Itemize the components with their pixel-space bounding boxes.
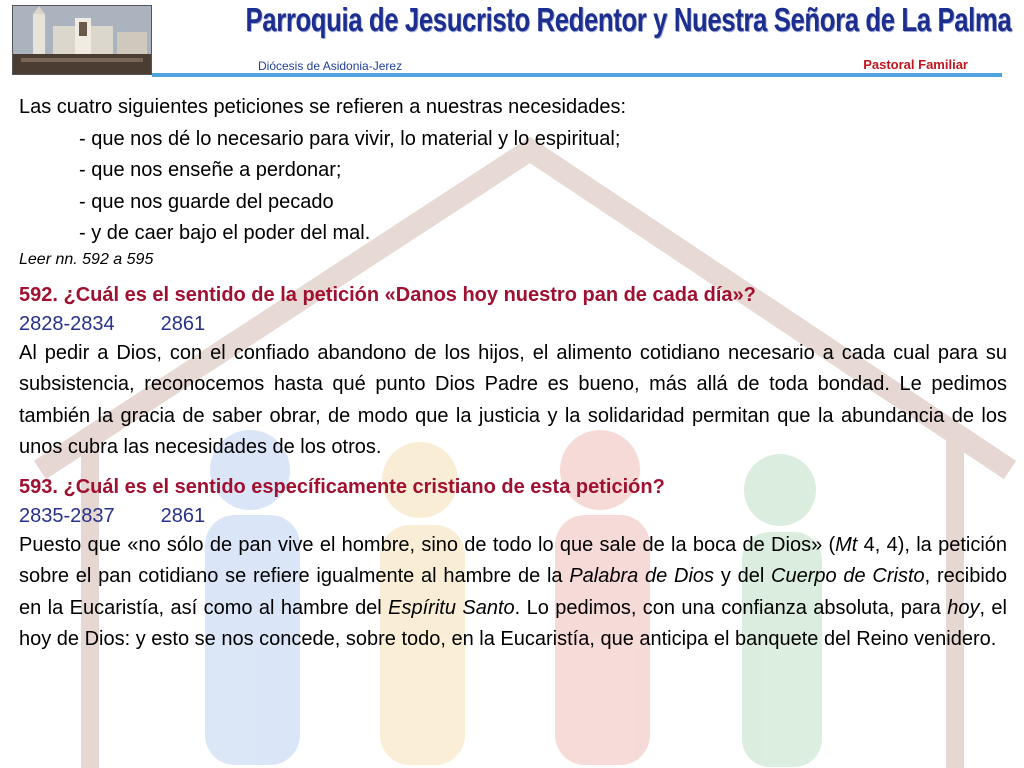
content (19, 92, 1007, 656)
header-divider (152, 73, 1002, 77)
intro-item: - que nos guarde del pecado (79, 190, 334, 213)
intro-item: - que nos dé lo necesario para vivir, lo material y lo espiritual; (79, 127, 621, 150)
reference: 2861 (160, 312, 206, 335)
question-593: 593. ¿Cuál es el sentido específicamente cristiano de esta petición? (19, 475, 665, 498)
answer-593: Puesto que «no sólo de pan vive el hombre, sino de todo lo que sale de la boca de Dios» (Mt 4, 4), la petición sobre el pan cotidiano se refiere igualmente al hambre de la Palabra de Dios y del Cuerpo de Cristo, recibido en la Eucaristía, así como al hambre del Espíritu Santo. Lo pedimos, con una confianza absoluta, para hoy, el hoy de Dios: y esto se nos concede, sobre todo, en la Eucaristía, que anticipa el banquete del Reino venidero. (19, 533, 1008, 650)
reference: 2861 (160, 504, 206, 527)
intro-item: - que nos enseñe a perdonar; (79, 159, 342, 181)
intro-line: Las cuatro siguientes peticiones se refieren a nuestras necesidades: (19, 96, 627, 118)
reading-note: Leer nn. 592 a 595 (19, 250, 154, 268)
reference: 2828-2834 (19, 312, 115, 335)
header (0, 0, 1024, 90)
references-593 (19, 502, 1007, 530)
answer-592: Al pedir a Dios, con el confiado abandono de los hijos, el alimento cotidiano necesario a cada cual para su subsistencia, reconocemos hasta qué punto Dios Padre es bueno, más allá de toda bondad. Le pedimos también la gracia de saber obrar, de modo que la justicia y la solidaridad permitan que la abundancia de los unos cubra las necesidades de los otros. (19, 341, 1007, 458)
page-title: Parroquia de Jesucristo Redentor y Nuestra Señora de La Palma (245, 1, 1012, 38)
references-592 (19, 310, 1007, 338)
section-label: Pastoral Familiar (863, 57, 968, 72)
intro-item: - y de caer bajo el poder del mal. (79, 222, 371, 244)
diocese-label: Diócesis de Asidonia-Jerez (258, 59, 403, 73)
church-photo (12, 5, 152, 75)
reference: 2835-2837 (19, 504, 115, 527)
question-592: 592. ¿Cuál es el sentido de la petición «Danos hoy nuestro pan de cada día»? (19, 283, 756, 306)
